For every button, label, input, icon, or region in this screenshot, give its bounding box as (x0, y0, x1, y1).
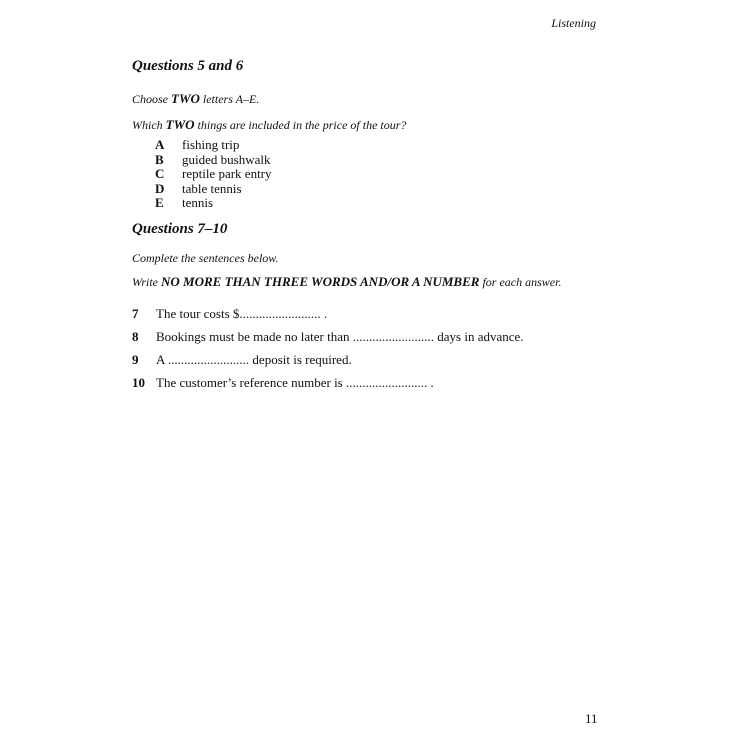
question-number: 9 (132, 352, 139, 367)
sentence-text: The tour costs $......................... . (156, 306, 328, 321)
question-prompt-pre: Which (132, 118, 166, 132)
option-item (155, 167, 272, 182)
word-limit-bold: NO MORE THAN THREE WORDS AND/OR A NUMBER (161, 274, 480, 289)
running-head: Listening (551, 16, 596, 30)
option-letter: E (155, 195, 164, 210)
questions-7-10-heading: Questions 7–10 (132, 221, 228, 237)
option-letter: B (155, 151, 164, 167)
sentence-text: The customer’s reference number is ......................... . (156, 375, 434, 390)
sentence-item (132, 352, 524, 375)
question-number: 8 (132, 329, 139, 344)
option-text: table tennis (182, 180, 242, 196)
option-item (155, 182, 272, 197)
option-text: tennis (182, 195, 214, 210)
word-limit-pre: Write (132, 275, 161, 289)
choose-instruction-post: letters A–E. (199, 92, 260, 106)
question-prompt-post: things are included in the price of the tour? (194, 118, 407, 132)
sentence-item (132, 329, 524, 352)
choose-instruction-pre: Choose (132, 92, 171, 106)
sentence-text: A ......................... deposit is required. (156, 352, 352, 367)
choose-instruction-bold: TWO (171, 91, 200, 106)
option-item (155, 138, 272, 153)
choose-instruction (132, 91, 259, 107)
option-text: reptile park entry (182, 166, 272, 181)
option-text: guided bushwalk (182, 151, 271, 167)
question-prompt-bold: TWO (165, 117, 195, 132)
question-prompt (132, 117, 406, 133)
sentence-text: Bookings must be made no later than ......................... days in advance. (156, 329, 524, 344)
option-letter: D (155, 180, 165, 196)
question-number: 10 (132, 375, 145, 390)
word-limit-instruction (132, 274, 561, 290)
sentence-list (132, 306, 524, 398)
option-letter: A (155, 137, 165, 152)
questions-5-6-heading: Questions 5 and 6 (132, 58, 244, 74)
option-text: fishing trip (182, 137, 240, 152)
sentence-item (132, 306, 524, 329)
complete-instruction: Complete the sentences below. (132, 251, 279, 265)
option-item (155, 153, 272, 168)
sentence-item (132, 375, 524, 398)
option-letter: C (155, 166, 165, 181)
options-list (155, 138, 272, 211)
page-number: 11 (585, 711, 598, 726)
option-item (155, 196, 272, 211)
question-number: 7 (132, 306, 139, 321)
word-limit-post: for each answer. (479, 275, 562, 289)
